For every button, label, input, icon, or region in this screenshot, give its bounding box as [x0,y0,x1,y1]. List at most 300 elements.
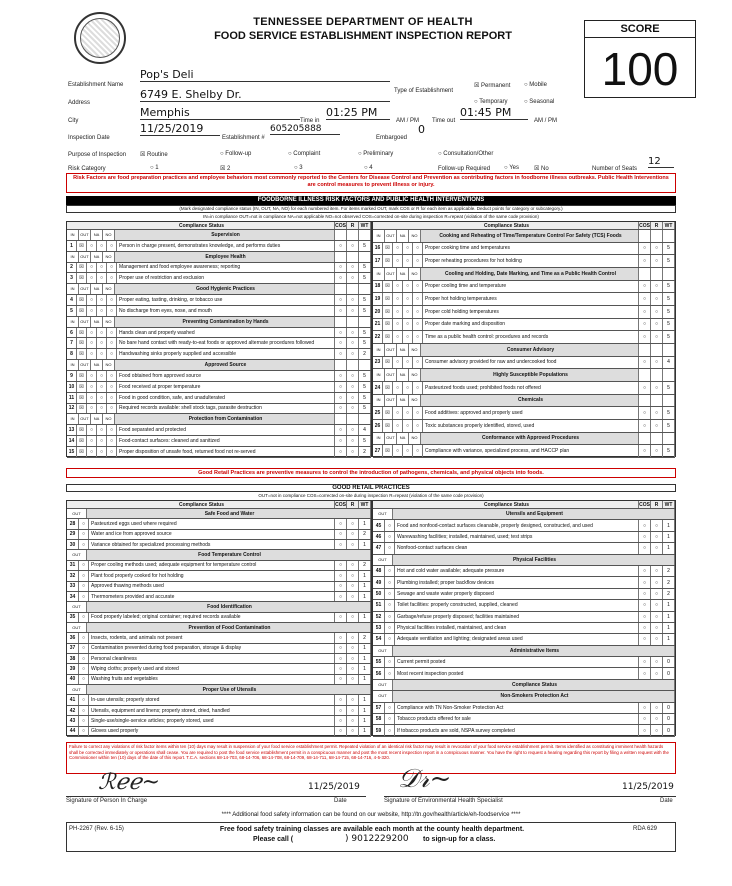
r-radio[interactable]: ○ [347,349,359,359]
no-radio[interactable]: ○ [413,293,423,305]
r-radio[interactable]: ○ [651,293,663,305]
r-radio[interactable]: ○ [347,393,359,403]
out-radio[interactable]: ○ [385,623,395,633]
cos-radio[interactable]: ○ [335,371,347,381]
risk-3-radio[interactable]: ○ 3 [294,165,303,171]
r-radio[interactable]: ○ [651,281,663,293]
out-radio[interactable]: ○ [79,654,89,663]
in-checkbox[interactable]: ☒ [383,293,393,305]
na-radio[interactable]: ○ [403,319,413,331]
cos-radio[interactable]: ○ [335,393,347,403]
cos-radio[interactable]: ○ [639,657,651,667]
out-radio[interactable]: ○ [393,420,403,432]
cos-radio[interactable]: ○ [639,520,651,530]
out-radio[interactable]: ○ [393,243,403,255]
r-radio[interactable]: ○ [347,295,359,305]
out-radio[interactable]: ○ [79,540,89,549]
out-col-label: OUT [79,284,91,294]
cos-radio[interactable]: ○ [335,349,347,359]
in-checkbox[interactable]: ☒ [383,382,393,394]
cos-radio[interactable]: ○ [335,706,347,715]
cos-radio[interactable]: ○ [335,425,347,435]
out-radio[interactable]: ○ [393,319,403,331]
cos-radio[interactable]: ○ [335,561,347,570]
cos-radio[interactable]: ○ [335,540,347,549]
in-checkbox[interactable]: ☒ [77,338,87,348]
no-radio[interactable]: ○ [413,331,423,343]
r-radio[interactable]: ○ [651,319,663,331]
r-radio[interactable]: ○ [347,382,359,392]
in-checkbox[interactable]: ☒ [77,328,87,338]
cos-radio[interactable]: ○ [639,612,651,622]
cos-radio[interactable]: ○ [335,664,347,673]
in-checkbox[interactable]: ☒ [77,273,87,283]
cos-radio[interactable]: ○ [335,273,347,283]
cos-radio[interactable]: ○ [335,328,347,338]
wt-blank [663,433,675,445]
item-row [373,532,675,543]
no-radio[interactable]: ○ [107,273,117,283]
na-radio[interactable]: ○ [97,436,107,446]
in-checkbox[interactable]: ☒ [383,331,393,343]
r-radio[interactable]: ○ [651,382,663,394]
cos-radio[interactable]: ○ [335,571,347,580]
followup-yes-radio[interactable]: ○ Yes [504,165,519,171]
pic-signature[interactable]: ℛℯℯ~ [98,770,161,795]
out-radio[interactable]: ○ [79,561,89,570]
cos-radio[interactable]: ○ [335,675,347,684]
ehs-signature[interactable]: 𝒟𝓇~ [398,764,452,794]
r-radio[interactable]: ○ [651,714,663,724]
cos-radio[interactable]: ○ [335,716,347,725]
out-radio[interactable]: ○ [385,703,395,713]
cos-radio[interactable]: ○ [335,613,347,622]
cos-radio[interactable]: ○ [639,543,651,553]
no-radio[interactable]: ○ [107,436,117,446]
out-radio[interactable]: ○ [87,404,97,414]
cos-radio[interactable]: ○ [335,241,347,251]
out-radio[interactable]: ○ [79,633,89,642]
cos-radio[interactable]: ○ [335,519,347,528]
r-radio[interactable]: ○ [651,577,663,587]
type-mobile-radio[interactable]: ○ Mobile [524,82,547,88]
weight-value: 5 [359,404,371,414]
na-radio[interactable]: ○ [403,420,413,432]
address-field[interactable]: 6749 E. Shelby Dr. [140,88,390,102]
out-radio[interactable]: ○ [385,612,395,622]
cos-radio[interactable]: ○ [639,281,651,293]
out-radio[interactable]: ○ [385,589,395,599]
cos-radio[interactable]: ○ [639,714,651,724]
r-radio[interactable]: ○ [347,425,359,435]
cos-radio[interactable]: ○ [335,654,347,663]
item-number: 19 [373,293,383,305]
out-radio[interactable]: ○ [385,600,395,610]
r-radio[interactable]: ○ [651,520,663,530]
inspection-date-field[interactable]: 11/25/2019 [140,122,220,136]
out-radio[interactable]: ○ [385,543,395,553]
risk-1-radio[interactable]: ○ 1 [150,165,159,171]
cos-radio[interactable]: ○ [639,306,651,318]
no-radio[interactable]: ○ [413,243,423,255]
in-checkbox[interactable]: ☒ [383,306,393,318]
out-radio[interactable]: ○ [79,664,89,673]
r-radio[interactable]: ○ [651,623,663,633]
r-radio[interactable]: ○ [347,436,359,446]
r-radio[interactable]: ○ [651,600,663,610]
in-checkbox[interactable]: ☒ [77,404,87,414]
in-checkbox[interactable]: ☒ [77,241,87,251]
cos-blank [639,268,651,280]
r-radio[interactable]: ○ [651,306,663,318]
no-radio[interactable]: ○ [107,393,117,403]
r-radio[interactable]: ○ [651,255,663,267]
r-radio[interactable]: ○ [651,407,663,419]
out-radio[interactable]: ○ [385,725,395,735]
cos-radio[interactable]: ○ [639,382,651,394]
cos-radio[interactable]: ○ [639,445,651,457]
item-row [373,543,675,554]
in-checkbox[interactable]: ☒ [77,447,87,457]
cos-radio[interactable]: ○ [639,255,651,267]
out-radio[interactable]: ○ [393,382,403,394]
r-radio[interactable]: ○ [347,727,359,736]
r-radio[interactable]: ○ [651,420,663,432]
na-radio[interactable]: ○ [403,407,413,419]
cos-radio[interactable]: ○ [639,357,651,369]
cos-radio[interactable]: ○ [639,293,651,305]
na-radio[interactable]: ○ [97,328,107,338]
no-radio[interactable]: ○ [413,357,423,369]
no-radio[interactable]: ○ [413,306,423,318]
cos-radio[interactable]: ○ [639,243,651,255]
cos-radio[interactable]: ○ [639,420,651,432]
na-radio[interactable]: ○ [403,331,413,343]
r-radio[interactable]: ○ [347,654,359,663]
purpose-preliminary-radio[interactable]: ○ Preliminary [358,151,394,157]
r-radio[interactable]: ○ [347,561,359,570]
r-radio[interactable]: ○ [347,695,359,704]
cos-radio[interactable]: ○ [335,644,347,653]
out-radio[interactable]: ○ [79,530,89,539]
item-description: Variance obtained for specialized processing methods [89,540,335,549]
out-radio[interactable]: ○ [79,695,89,704]
in-checkbox[interactable]: ☒ [77,263,87,273]
cos-radio[interactable]: ○ [639,600,651,610]
out-radio[interactable]: ○ [79,716,89,725]
r-radio[interactable]: ○ [651,634,663,644]
out-radio[interactable]: ○ [87,263,97,273]
out-radio[interactable]: ○ [385,577,395,587]
in-checkbox[interactable]: ☒ [77,371,87,381]
weight-value: 1 [359,664,371,673]
r-radio[interactable]: ○ [347,675,359,684]
out-radio[interactable]: ○ [385,668,395,678]
na-radio[interactable]: ○ [403,306,413,318]
cos-radio[interactable]: ○ [639,577,651,587]
na-radio[interactable]: ○ [97,241,107,251]
out-radio[interactable]: ○ [393,293,403,305]
item-row [67,393,371,404]
no-radio[interactable]: ○ [107,447,117,457]
no-radio[interactable]: ○ [107,338,117,348]
na-radio[interactable]: ○ [403,255,413,267]
na-radio[interactable]: ○ [97,338,107,348]
r-radio[interactable]: ○ [651,703,663,713]
time-out-field[interactable]: 01:45 PM [460,106,528,120]
r-radio[interactable]: ○ [651,543,663,553]
in-checkbox[interactable]: ☒ [77,382,87,392]
out-radio[interactable]: ○ [87,273,97,283]
purpose-consultation-radio[interactable]: ○ Consultation/Other [438,151,494,157]
na-radio[interactable]: ○ [97,263,107,273]
no-radio[interactable]: ○ [107,404,117,414]
risk-2-checkbox[interactable]: ☒ 2 [220,166,231,172]
item-row [373,319,675,332]
establishment-name-field[interactable]: Pop's Deli [140,68,390,82]
cos-radio[interactable]: ○ [335,295,347,305]
out-radio[interactable]: ○ [79,706,89,715]
out-radio[interactable]: ○ [385,634,395,644]
na-radio[interactable]: ○ [403,382,413,394]
purpose-complaint-radio[interactable]: ○ Complaint [288,151,321,157]
na-radio[interactable]: ○ [403,281,413,293]
type-seasonal-radio[interactable]: ○ Seasonal [524,99,555,105]
cos-radio[interactable]: ○ [639,634,651,644]
na-radio[interactable]: ○ [97,382,107,392]
type-permanent-checkbox[interactable]: ☒ Permanent [474,83,511,89]
cos-radio[interactable]: ○ [335,592,347,601]
r-radio[interactable]: ○ [347,571,359,580]
r-radio[interactable]: ○ [651,612,663,622]
no-radio[interactable]: ○ [107,349,117,359]
r-radio[interactable]: ○ [347,404,359,414]
in-checkbox[interactable]: ☒ [77,425,87,435]
r-radio[interactable]: ○ [651,357,663,369]
establishment-no-field[interactable]: 605205888 [270,124,340,135]
na-radio[interactable]: ○ [97,371,107,381]
out-radio[interactable]: ○ [385,520,395,530]
cos-radio[interactable]: ○ [639,331,651,343]
time-in-field[interactable]: 01:25 PM [326,106,390,120]
no-radio[interactable]: ○ [107,425,117,435]
r-radio[interactable]: ○ [347,716,359,725]
seats-field[interactable]: 12 [648,156,674,168]
embargoed-field[interactable]: 0 [418,123,425,136]
followup-no-checkbox[interactable]: ☒ No [534,166,549,172]
r-radio[interactable]: ○ [347,633,359,642]
cos-radio[interactable]: ○ [639,623,651,633]
r-radio[interactable]: ○ [347,706,359,715]
no-radio[interactable]: ○ [413,281,423,293]
cos-radio[interactable]: ○ [335,263,347,273]
city-field[interactable]: Memphis [140,106,300,120]
r-radio[interactable]: ○ [347,530,359,539]
cos-radio[interactable]: ○ [335,436,347,446]
no-radio[interactable]: ○ [413,445,423,457]
r-radio[interactable]: ○ [651,445,663,457]
in-checkbox[interactable]: ☒ [383,445,393,457]
in-checkbox[interactable]: ☒ [77,295,87,305]
r-radio[interactable]: ○ [347,519,359,528]
out-radio[interactable]: ○ [79,592,89,601]
r-radio[interactable]: ○ [651,725,663,735]
cos-radio[interactable]: ○ [335,582,347,591]
r-radio[interactable]: ○ [347,644,359,653]
type-temporary-radio[interactable]: ○ Temporary [474,99,508,105]
cos-radio[interactable]: ○ [335,633,347,642]
cos-radio[interactable]: ○ [335,382,347,392]
r-radio[interactable]: ○ [347,582,359,591]
in-checkbox[interactable]: ☒ [383,243,393,255]
out-radio[interactable]: ○ [393,306,403,318]
no-radio[interactable]: ○ [413,420,423,432]
no-radio[interactable]: ○ [413,407,423,419]
na-radio[interactable]: ○ [97,295,107,305]
na-radio[interactable]: ○ [403,293,413,305]
r-radio[interactable]: ○ [347,306,359,316]
na-radio[interactable]: ○ [97,349,107,359]
na-radio[interactable]: ○ [97,393,107,403]
in-checkbox[interactable]: ☒ [383,281,393,293]
out-radio[interactable]: ○ [393,255,403,267]
cos-radio[interactable]: ○ [335,727,347,736]
cos-radio[interactable]: ○ [639,532,651,542]
no-radio[interactable]: ○ [107,328,117,338]
na-radio[interactable]: ○ [97,447,107,457]
in-checkbox[interactable]: ☒ [383,319,393,331]
r-radio[interactable]: ○ [347,371,359,381]
embargoed-label: Embargoed [376,135,408,141]
cos-radio[interactable]: ○ [335,306,347,316]
r-radio[interactable]: ○ [651,566,663,576]
na-radio[interactable]: ○ [403,357,413,369]
cos-radio[interactable]: ○ [639,319,651,331]
no-radio[interactable]: ○ [413,382,423,394]
in-checkbox[interactable]: ☒ [383,357,393,369]
r-radio[interactable]: ○ [347,273,359,283]
cos-radio[interactable]: ○ [639,566,651,576]
section-header-row [373,646,675,657]
r-radio[interactable]: ○ [347,447,359,457]
out-radio[interactable]: ○ [87,425,97,435]
no-radio[interactable]: ○ [107,263,117,273]
no-radio[interactable]: ○ [107,295,117,305]
na-radio[interactable]: ○ [97,306,107,316]
na-radio[interactable]: ○ [97,425,107,435]
out-radio[interactable]: ○ [87,338,97,348]
cos-radio[interactable]: ○ [639,589,651,599]
out-radio[interactable]: ○ [79,571,89,580]
na-radio[interactable]: ○ [403,243,413,255]
item-description: Gloves used properly [89,727,335,736]
r-radio[interactable]: ○ [347,664,359,673]
r-radio[interactable]: ○ [651,532,663,542]
out-radio[interactable]: ○ [385,657,395,667]
out-radio[interactable]: ○ [87,436,97,446]
out-radio[interactable]: ○ [87,241,97,251]
in-checkbox[interactable]: ☒ [77,349,87,359]
na-radio[interactable]: ○ [97,404,107,414]
cos-radio[interactable]: ○ [335,404,347,414]
r-radio[interactable]: ○ [651,657,663,667]
cos-blank [639,433,651,445]
out-radio[interactable]: ○ [87,447,97,457]
out-radio[interactable]: ○ [393,331,403,343]
no-radio[interactable]: ○ [107,306,117,316]
in-checkbox[interactable]: ☒ [77,436,87,446]
out-radio[interactable]: ○ [393,407,403,419]
r-radio[interactable]: ○ [651,589,663,599]
r-radio[interactable]: ○ [347,613,359,622]
out-radio[interactable]: ○ [87,382,97,392]
in-checkbox[interactable]: ☒ [383,420,393,432]
cos-radio[interactable]: ○ [335,695,347,704]
out-radio[interactable]: ○ [87,371,97,381]
out-radio[interactable]: ○ [79,675,89,684]
r-radio[interactable]: ○ [651,668,663,678]
out-radio[interactable]: ○ [393,445,403,457]
in-checkbox[interactable]: ☒ [383,255,393,267]
na-radio[interactable]: ○ [97,273,107,283]
out-radio[interactable]: ○ [79,582,89,591]
out-radio[interactable]: ○ [87,349,97,359]
no-radio[interactable]: ○ [413,255,423,267]
cos-radio[interactable]: ○ [639,703,651,713]
cos-radio[interactable]: ○ [639,725,651,735]
out-radio[interactable]: ○ [87,306,97,316]
out-radio[interactable]: ○ [393,281,403,293]
in-checkbox[interactable]: ☒ [77,393,87,403]
purpose-routine-checkbox[interactable]: ☒ Routine [140,152,168,158]
no-radio[interactable]: ○ [107,371,117,381]
r-radio[interactable]: ○ [347,263,359,273]
in-checkbox[interactable]: ☒ [77,306,87,316]
no-radio[interactable]: ○ [107,382,117,392]
purpose-followup-radio[interactable]: ○ Follow-up [220,151,252,157]
out-radio[interactable]: ○ [385,532,395,542]
cos-radio[interactable]: ○ [639,407,651,419]
in-checkbox[interactable]: ☒ [383,407,393,419]
cos-radio[interactable]: ○ [639,668,651,678]
out-radio[interactable]: ○ [87,328,97,338]
cos-radio[interactable]: ○ [335,530,347,539]
r-radio[interactable]: ○ [651,331,663,343]
r-radio[interactable]: ○ [347,241,359,251]
out-radio[interactable]: ○ [385,714,395,724]
out-radio[interactable]: ○ [79,644,89,653]
item-description: Proper cooking time and temperatures [423,243,639,255]
no-radio[interactable]: ○ [107,241,117,251]
out-radio[interactable]: ○ [79,727,89,736]
r-radio[interactable]: ○ [347,592,359,601]
no-radio[interactable]: ○ [413,319,423,331]
r-radio[interactable]: ○ [347,328,359,338]
r-radio[interactable]: ○ [347,540,359,549]
out-radio[interactable]: ○ [79,519,89,528]
out-radio[interactable]: ○ [79,613,89,622]
cos-radio[interactable]: ○ [335,447,347,457]
r-radio[interactable]: ○ [651,243,663,255]
out-radio[interactable]: ○ [87,393,97,403]
out-radio[interactable]: ○ [393,357,403,369]
out-radio[interactable]: ○ [87,295,97,305]
risk-4-radio[interactable]: ○ 4 [364,165,373,171]
cos-radio[interactable]: ○ [335,338,347,348]
na-radio[interactable]: ○ [403,445,413,457]
r-radio[interactable]: ○ [347,338,359,348]
out-radio[interactable]: ○ [385,566,395,576]
